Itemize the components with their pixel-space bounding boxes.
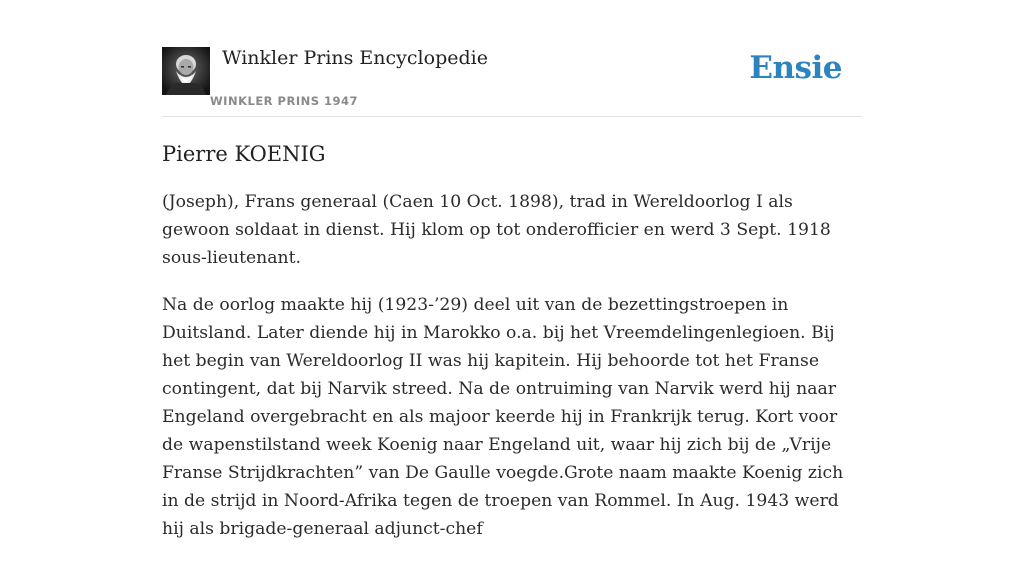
- source-header: [162, 46, 862, 117]
- source-edition-link[interactable]: WINKLER PRINS 1947: [210, 94, 359, 108]
- source-avatar[interactable]: [162, 47, 210, 95]
- ensie-logo-link[interactable]: Ensie: [749, 50, 842, 86]
- article-title: Pierre KOENIG: [162, 142, 326, 166]
- source-title[interactable]: Winkler Prins Encyclopedie: [222, 47, 488, 69]
- article-paragraph: Na de oorlog maakte hij (1923-’29) deel uit van de bezettingstroepen in Duitsland. Later diende hij in Marokko o.a. bij het Vreemdelingenlegioen. Bij het begin van Wereldoorlog II was hij kapitein. Hij behoorde tot het Franse contingent, dat bij Narvik streed. Na de ontruiming van Narvik werd hij naar Engeland overgebracht en als majoor keerde hij in Frankrijk terug. Kort voor de wapenstilstand week Koenig naar Engeland uit, waar hij zich bij de „Vrije Franse Strijdkrachten” van De Gaulle voegde.Grote naam maakte Koenig zich in de strijd in Noord-Afrika tegen de troepen van Rommel. In Aug. 1943 werd hij als brigade-generaal adjunct-chef: [162, 295, 844, 539]
- article: [162, 138, 862, 562]
- bearded-man-portrait-icon: [162, 47, 210, 95]
- article-paragraph: (Joseph), Frans generaal (Caen 10 Oct. 1898), trad in Wereldoorlog I als gewoon soldaat in dienst. Hij klom op tot onderofficier en werd 3 Sept. 1918 sous-lieutenant.: [162, 192, 831, 268]
